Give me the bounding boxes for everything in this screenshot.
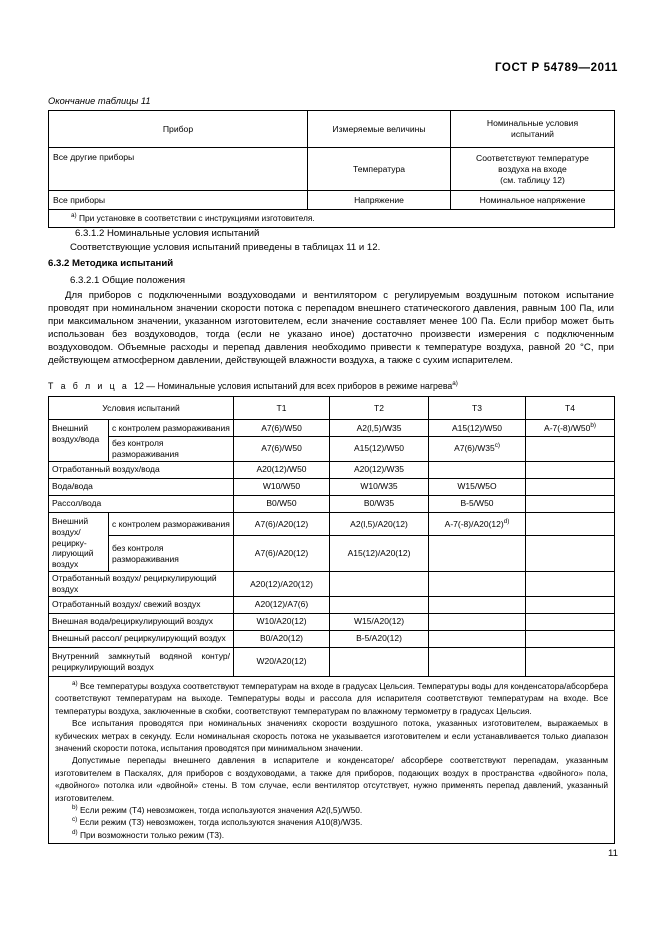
footnote-marker-c: c) bbox=[72, 816, 78, 824]
table11-cell-conditions-voltage: Номинальное напряжение bbox=[451, 191, 615, 210]
table12-cell-t4 bbox=[526, 536, 615, 572]
paragraph-6-3-2-1: Для приборов с подключенными воздуховодами и вентилятором с регулируемым воздушным потоком испытание проводят при номинальном значении скорости потока с перепадом внешнего статическогого давления, равным 100 Па, или при максимальном значении, указанном изготовителем, если значение составляет менее 100 Па. Если прибор может быть использован без воздуховодов, тогда (если не указано иное) достаточно произвести измерения с подключенным воздуховодом. Объемные расходы и перепад давления необходимо привести к температуре воздуха, равной 20 °С, при действующем атмосферном давлении, действующей влажности воздуха, а также с сухим испарителем. bbox=[48, 290, 614, 367]
table12-cell-t1: B0/W50 bbox=[234, 495, 330, 512]
table12-caption-number: 12 bbox=[134, 381, 144, 391]
table12-cell-t1: A7(6)/A20(12) bbox=[234, 512, 330, 536]
table11-cell-device-other: Все другие приборы bbox=[49, 148, 308, 191]
table12-cell-t4 bbox=[526, 630, 615, 647]
table-row bbox=[49, 420, 615, 437]
table12-cell-t2 bbox=[330, 596, 429, 613]
table12-cell-t3-value: A7(6)/W35 bbox=[454, 443, 495, 454]
table12-cell-t3-value: A-7(-8)/A20(12) bbox=[444, 518, 504, 529]
conditions-line3: (см. таблицу 12) bbox=[500, 174, 565, 185]
table11-header-conditions-line1: Номинальные условия bbox=[486, 118, 579, 128]
table12-cell-t1: W20/A20(12) bbox=[234, 647, 330, 676]
table12-sub-with-defrost: с контролем размораживания bbox=[109, 512, 234, 536]
table11-cell-device-all: Все приборы bbox=[49, 191, 308, 210]
table11-cell-quantity-temperature: Температура bbox=[308, 148, 451, 191]
table-12 bbox=[48, 396, 615, 844]
table11-cell-quantity-voltage: Напряжение bbox=[308, 191, 451, 210]
document-standard-header: ГОСТ Р 54789—2011 bbox=[494, 62, 618, 74]
conditions-line2: воздуха на входе bbox=[498, 163, 567, 174]
table12-label-water-water: Вода/вода bbox=[49, 478, 234, 495]
table12-caption-text: — Номинальные условия испытаний для всех приборов в режиме нагрева bbox=[146, 381, 453, 391]
table12-cell-t1: A7(6)/A20(12) bbox=[234, 536, 330, 572]
table12-cell-t3 bbox=[429, 596, 526, 613]
table12-cell-t4 bbox=[526, 512, 615, 536]
table12-cell-t4 bbox=[526, 437, 615, 462]
table12-cell-t3 bbox=[429, 536, 526, 572]
table12-label-exhaust-air-water: Отработанный воздух/вода bbox=[49, 461, 234, 478]
table12-cell-t4 bbox=[526, 461, 615, 478]
table12-cell-t1: A20(12)/A7(6) bbox=[234, 596, 330, 613]
footnote-ref-b: b) bbox=[590, 421, 596, 429]
footnote-a-text-1: Все температуры воздуха соответствуют температурам на входе в градусах Цельсия. Температуры воды для конденсатора/абсорбера соответствуют температурам на выходе. Температуры воды и рассола для испарителя соответствуют температурам на входе. Все температуры воздуха, заключенные в скобки, соответствуют температурам по влажному термометру в градусах Цельсия. bbox=[55, 680, 608, 716]
table12-footnote-a-p1 bbox=[55, 680, 608, 717]
table12-label-internal-closed-water-loop: Внутренний замкнутый водяной контур/рециркулирующий воздух bbox=[49, 647, 234, 676]
table12-cell-t1: A20(12)/A20(12) bbox=[234, 572, 330, 597]
conditions-line1: Соответствуют температуре bbox=[476, 152, 589, 163]
footnote-text-a: При установке в соответствии с инструкциями изготовителя. bbox=[78, 213, 315, 224]
table-row bbox=[49, 111, 615, 148]
table12-cell-t2: B-5/A20(12) bbox=[330, 630, 429, 647]
table12-header-t4: T4 bbox=[526, 397, 615, 420]
table-row bbox=[49, 536, 615, 572]
footnote-marker-b: b) bbox=[72, 804, 78, 812]
table-row bbox=[49, 647, 615, 676]
table12-label-outdoor-brine-recirc-air: Внешный рассол/ рециркулирующий воздух bbox=[49, 630, 234, 647]
table12-header-t2: T2 bbox=[330, 397, 429, 420]
table12-caption bbox=[48, 381, 458, 391]
table12-caption-footnote-marker: a) bbox=[452, 380, 458, 388]
table12-cell-t3 bbox=[429, 630, 526, 647]
table-row bbox=[49, 478, 615, 495]
table-row bbox=[49, 630, 615, 647]
table12-cell-t2: B0/W35 bbox=[330, 495, 429, 512]
table12-group-outdoor-air-water: Внешний воздух/вода bbox=[49, 420, 109, 462]
table12-cell-t2: A15(12)/A20(12) bbox=[330, 536, 429, 572]
table12-cell-t2: A15(12)/W50 bbox=[330, 437, 429, 462]
table12-cell-t1: W10/W50 bbox=[234, 478, 330, 495]
table11-header-conditions bbox=[451, 111, 615, 148]
table12-cell-t2: W10/W35 bbox=[330, 478, 429, 495]
paragraph-6-3-1-2: Соответствующие условия испытаний приведены в таблицах 11 и 12. bbox=[70, 242, 381, 253]
table12-cell-t1: W10/A20(12) bbox=[234, 613, 330, 630]
table12-header-conditions: Условия испытаний bbox=[49, 397, 234, 420]
footnote-ref-c: c) bbox=[494, 442, 500, 450]
table-row bbox=[49, 676, 615, 843]
table12-cell-t4 bbox=[526, 572, 615, 597]
clause-heading-6-3-2: 6.3.2 Методика испытаний bbox=[48, 258, 174, 269]
table12-cell-t3 bbox=[429, 613, 526, 630]
table-row bbox=[49, 495, 615, 512]
footnote-b-text: Если режим (T4) невозможен, тогда используются значения A2(l,5)/W50. bbox=[79, 804, 363, 815]
table12-sub-without-defrost: без контроля размораживания bbox=[109, 536, 234, 572]
table12-cell-t3: A15(12)/W50 bbox=[429, 420, 526, 437]
table12-footnotes bbox=[49, 676, 615, 843]
clause-heading-6-3-2-1: 6.3.2.1 Общие положения bbox=[70, 275, 186, 286]
table12-cell-t3 bbox=[429, 512, 526, 536]
table12-cell-t2: A2(l,5)/W35 bbox=[330, 420, 429, 437]
table11-footnote-a bbox=[49, 210, 615, 228]
footnote-marker-a: a) bbox=[71, 212, 77, 220]
footnote-ref-d: d) bbox=[503, 517, 510, 525]
table-row bbox=[49, 512, 615, 536]
table-row bbox=[49, 613, 615, 630]
table12-cell-t1: A7(6)/W50 bbox=[234, 437, 330, 462]
table12-cell-t2 bbox=[330, 572, 429, 597]
page-number: 11 bbox=[608, 848, 618, 859]
table-row bbox=[49, 148, 615, 191]
table-row bbox=[49, 210, 615, 228]
table12-header-t3: T3 bbox=[429, 397, 526, 420]
table-row bbox=[49, 461, 615, 478]
table12-cell-t4 bbox=[526, 478, 615, 495]
table12-label-exhaust-air-fresh-air: Отработанный воздух/ свежий воздух bbox=[49, 596, 234, 613]
table12-cell-t3 bbox=[429, 572, 526, 597]
table12-footnote-b bbox=[55, 804, 608, 816]
table12-group-outdoor-air-recirc-air: Внешний воздух/рециркулирующий воздух bbox=[49, 512, 109, 571]
footnote-d-text: При возможности только режим (T3). bbox=[79, 829, 225, 840]
table11-header-conditions-line2: испытаний bbox=[511, 129, 554, 139]
table12-footnote-c bbox=[55, 816, 608, 828]
table12-label-outdoor-water-recirc-air: Внешная вода/рециркулирующий воздух bbox=[49, 613, 234, 630]
table12-cell-t4 bbox=[526, 647, 615, 676]
footnote-c-text: Если режим (T3) невозможен, тогда используются значения A10(8)/W35. bbox=[79, 817, 363, 828]
table12-label-exhaust-air-recirc-air: Отработанный воздух/ рециркулирующий воздух bbox=[49, 572, 234, 597]
table12-cell-t1: A7(6)/W50 bbox=[234, 420, 330, 437]
table-row bbox=[49, 397, 615, 420]
table-row bbox=[49, 191, 615, 210]
table11-continuation-caption: Окончание таблицы 11 bbox=[48, 96, 151, 106]
table-row bbox=[49, 572, 615, 597]
table-row bbox=[49, 596, 615, 613]
footnote-marker-d: d) bbox=[72, 828, 78, 836]
table12-sub-with-defrost: с контролем размораживания bbox=[109, 420, 234, 437]
table12-cell-t2 bbox=[330, 647, 429, 676]
table12-cell-t2: A20(12)/W35 bbox=[330, 461, 429, 478]
table12-cell-t4 bbox=[526, 596, 615, 613]
table12-cell-t3 bbox=[429, 461, 526, 478]
table12-cell-t4 bbox=[526, 420, 615, 437]
table12-cell-t3 bbox=[429, 647, 526, 676]
table12-header-t1: T1 bbox=[234, 397, 330, 420]
table12-cell-t4 bbox=[526, 495, 615, 512]
table12-cell-t1: B0/A20(12) bbox=[234, 630, 330, 647]
table-row bbox=[49, 437, 615, 462]
clause-heading-6-3-1-2: 6.3.1.2 Номинальные условия испытаний bbox=[75, 228, 260, 239]
table12-cell-t3: B-5/W50 bbox=[429, 495, 526, 512]
table12-sub-without-defrost: без контроля размораживания bbox=[109, 437, 234, 462]
table12-footnote-d bbox=[55, 829, 608, 841]
table11-header-quantity: Измеряемые величины bbox=[308, 111, 451, 148]
table11-header-device: Прибор bbox=[49, 111, 308, 148]
table12-cell-t2: W15/A20(12) bbox=[330, 613, 429, 630]
table11-cell-conditions-temperature bbox=[451, 148, 615, 191]
table12-cell-t3 bbox=[429, 437, 526, 462]
table12-cell-t4-value: A-7(-8)/W50 bbox=[544, 422, 591, 433]
table12-caption-label: Т а б л и ц а bbox=[48, 381, 130, 391]
footnote-marker-a: a) bbox=[72, 680, 78, 688]
table12-cell-t4 bbox=[526, 613, 615, 630]
table12-cell-t1: A20(12)/W50 bbox=[234, 461, 330, 478]
table12-label-brine-water: Рассол/вода bbox=[49, 495, 234, 512]
table-11 bbox=[48, 110, 615, 228]
table12-cell-t2: A2(l,5)/A20(12) bbox=[330, 512, 429, 536]
table12-cell-t3: W15/W5O bbox=[429, 478, 526, 495]
table12-footnote-a-p2: Все испытания проводятся при номинальных значениях скорости воздушного потока, указанных изготовителем, выражаемых в кубических метрах в секунду. Если номинальная скорость потока не указывается изготовителем и если устанавливается только диапазон значений скорости потока, испытания проводятся при минимальном значении. bbox=[55, 718, 608, 753]
table12-footnote-a-p3: Допустимые перепады внешнего давления в испарителе и конденсаторе/ абсорбере соответствуют перепадам, указанным изготовителем в Паскалях, для приборов с воздуховодами, а также для приборов, подающих воздух в пространства «двойного» пола, «двойного» потолка или «двойной» стены. В том случае, если вентилятор отсутствует, нужно применять перепад давлений, указанный изготовителем. bbox=[55, 755, 608, 803]
